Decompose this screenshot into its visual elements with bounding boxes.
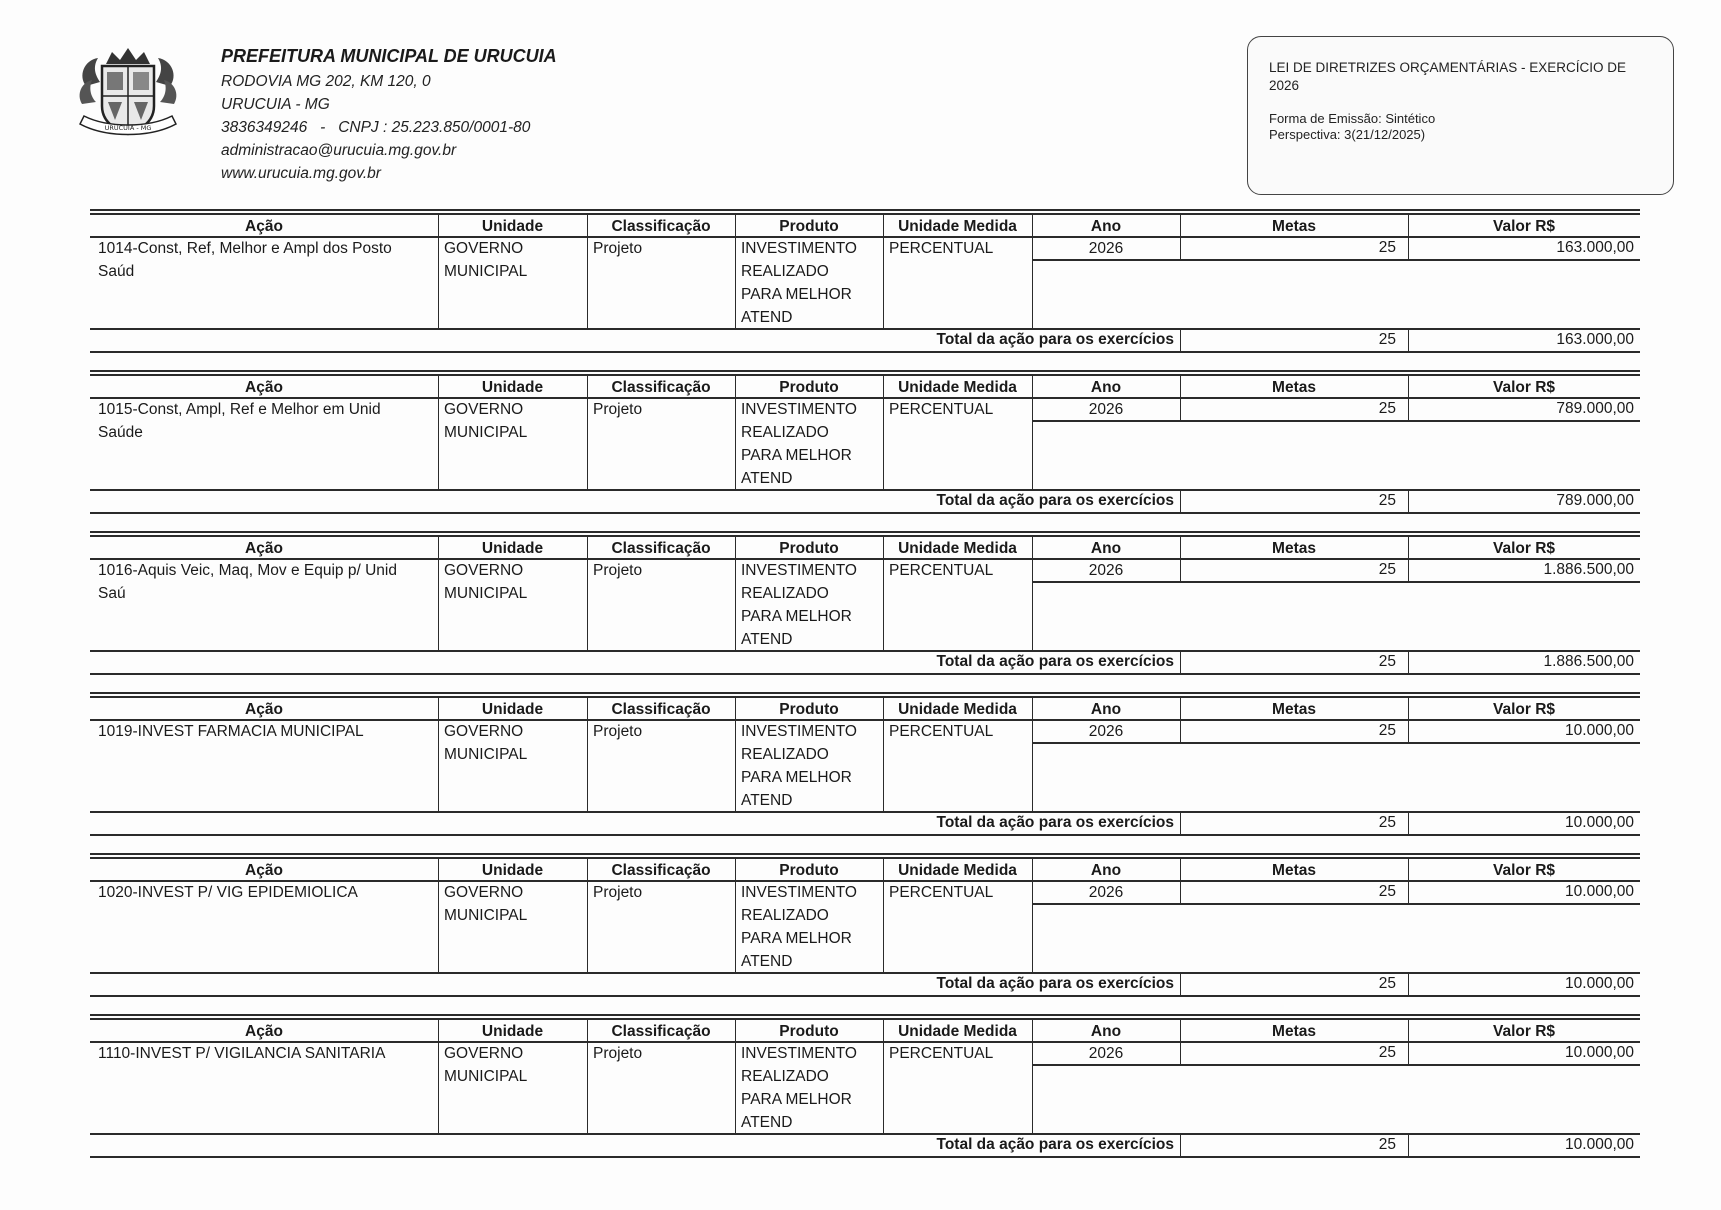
col-header-ano: Ano bbox=[1090, 540, 1122, 557]
unidade-medida-text: PERCENTUAL bbox=[889, 884, 994, 901]
col-header-unidade: Unidade bbox=[481, 218, 544, 235]
total-metas-value: 25 bbox=[1378, 975, 1396, 992]
col-header-produto: Produto bbox=[779, 540, 839, 557]
valor-value: 10.000,00 bbox=[1565, 722, 1634, 739]
col-header-unidade-medida: Unidade Medida bbox=[898, 540, 1017, 557]
produto-text: PARA MELHOR bbox=[741, 769, 852, 786]
total-metas-value: 25 bbox=[1378, 331, 1396, 348]
produto-text: PARA MELHOR bbox=[741, 447, 852, 464]
unidade-text: GOVERNO bbox=[444, 1045, 524, 1062]
acao-text: 1016-Aquis Veic, Maq, Mov e Equip p/ Unid bbox=[98, 562, 397, 579]
produto-text: ATEND bbox=[741, 1114, 793, 1131]
document-header bbox=[221, 44, 557, 185]
city: URUCUIA - MG bbox=[221, 96, 330, 113]
unidade-text: MUNICIPAL bbox=[444, 263, 528, 280]
action-block bbox=[90, 853, 1640, 1001]
table-rule bbox=[90, 351, 1640, 353]
table-rule bbox=[90, 834, 1640, 836]
municipal-seal bbox=[76, 46, 180, 142]
produto-text: ATEND bbox=[741, 631, 793, 648]
total-metas-value: 25 bbox=[1378, 814, 1396, 831]
table-rule bbox=[90, 673, 1640, 675]
unidade-text: GOVERNO bbox=[444, 240, 524, 257]
produto-text: ATEND bbox=[741, 309, 793, 326]
produto-text: INVESTIMENTO bbox=[741, 723, 857, 740]
acao-text: 1015-Const, Ampl, Ref e Melhor em Unid bbox=[98, 401, 381, 418]
unidade-medida-text: PERCENTUAL bbox=[889, 723, 994, 740]
col-header-produto: Produto bbox=[779, 1023, 839, 1040]
total-valor-value: 10.000,00 bbox=[1565, 1136, 1634, 1153]
produto-text: REALIZADO bbox=[741, 263, 829, 280]
col-header-metas: Metas bbox=[1272, 701, 1316, 718]
table-rule bbox=[90, 209, 1640, 211]
table-rule bbox=[90, 370, 1640, 372]
col-header-unidade: Unidade bbox=[481, 1023, 544, 1040]
unidade-medida-text: PERCENTUAL bbox=[889, 1045, 994, 1062]
col-header-unidade-medida: Unidade Medida bbox=[898, 701, 1017, 718]
produto-text: REALIZADO bbox=[741, 1068, 829, 1085]
classificacao-text: Projeto bbox=[593, 240, 643, 257]
acao-text: Saúd bbox=[98, 263, 135, 280]
col-header-valor: Valor R$ bbox=[1492, 379, 1556, 396]
unidade-text: GOVERNO bbox=[444, 884, 524, 901]
table-rule bbox=[90, 531, 1640, 533]
col-header-unidade-medida: Unidade Medida bbox=[898, 1023, 1017, 1040]
produto-text: INVESTIMENTO bbox=[741, 884, 857, 901]
total-metas-value: 25 bbox=[1378, 653, 1396, 670]
acao-text: 1020-INVEST P/ VIG EPIDEMIOLICA bbox=[98, 884, 358, 901]
metas-value: 25 bbox=[1378, 722, 1396, 739]
unidade-text: MUNICIPAL bbox=[444, 907, 528, 924]
col-header-acao: Ação bbox=[245, 862, 283, 879]
total-metas-value: 25 bbox=[1378, 492, 1396, 509]
table-rule bbox=[90, 512, 1640, 514]
table-rule bbox=[90, 853, 1640, 855]
col-header-produto: Produto bbox=[779, 218, 839, 235]
valor-value: 163.000,00 bbox=[1556, 239, 1634, 256]
col-header-classificacao: Classificação bbox=[611, 862, 711, 879]
acao-text: Saúde bbox=[98, 424, 143, 441]
total-valor-value: 789.000,00 bbox=[1556, 492, 1634, 509]
acao-text: 1014-Const, Ref, Melhor e Ampl dos Posto bbox=[98, 240, 392, 257]
total-valor-value: 163.000,00 bbox=[1556, 331, 1634, 348]
table-rule bbox=[90, 1014, 1640, 1016]
metas-value: 25 bbox=[1378, 883, 1396, 900]
unidade-medida-text: PERCENTUAL bbox=[889, 240, 994, 257]
classificacao-text: Projeto bbox=[593, 401, 643, 418]
col-header-produto: Produto bbox=[779, 701, 839, 718]
col-header-classificacao: Classificação bbox=[611, 540, 711, 557]
col-header-ano: Ano bbox=[1090, 379, 1122, 396]
produto-text: INVESTIMENTO bbox=[741, 1045, 857, 1062]
col-header-classificacao: Classificação bbox=[611, 1023, 711, 1040]
col-header-produto: Produto bbox=[779, 379, 839, 396]
col-header-valor: Valor R$ bbox=[1492, 862, 1556, 879]
col-header-ano: Ano bbox=[1090, 218, 1122, 235]
produto-text: INVESTIMENTO bbox=[741, 401, 857, 418]
col-header-unidade-medida: Unidade Medida bbox=[898, 862, 1017, 879]
produto-text: PARA MELHOR bbox=[741, 1091, 852, 1108]
unidade-text: GOVERNO bbox=[444, 401, 524, 418]
total-label: Total da ação para os exercícios bbox=[936, 331, 1174, 348]
acao-text: 1019-INVEST FARMACIA MUNICIPAL bbox=[98, 723, 364, 740]
total-label: Total da ação para os exercícios bbox=[936, 975, 1174, 992]
produto-text: INVESTIMENTO bbox=[741, 562, 857, 579]
col-header-ano: Ano bbox=[1090, 1023, 1122, 1040]
total-valor-value: 10.000,00 bbox=[1565, 814, 1634, 831]
col-header-metas: Metas bbox=[1272, 379, 1316, 396]
produto-text: ATEND bbox=[741, 792, 793, 809]
unidade-text: MUNICIPAL bbox=[444, 424, 528, 441]
acao-text: Saú bbox=[98, 585, 126, 602]
total-valor-value: 1.886.500,00 bbox=[1543, 653, 1634, 670]
ano-value: 2026 bbox=[1088, 401, 1124, 418]
table-rule bbox=[90, 995, 1640, 997]
produto-text: PARA MELHOR bbox=[741, 930, 852, 947]
classificacao-text: Projeto bbox=[593, 723, 643, 740]
total-label: Total da ação para os exercícios bbox=[936, 814, 1174, 831]
action-block bbox=[90, 209, 1640, 357]
col-header-acao: Ação bbox=[245, 701, 283, 718]
action-block bbox=[90, 1014, 1640, 1162]
report-info-box bbox=[1247, 36, 1674, 195]
produto-text: ATEND bbox=[741, 953, 793, 970]
ano-value: 2026 bbox=[1088, 723, 1124, 740]
table-rule bbox=[90, 1156, 1640, 1158]
action-block bbox=[90, 370, 1640, 518]
col-header-metas: Metas bbox=[1272, 862, 1316, 879]
phone-cnpj: 3836349246 - CNPJ : 25.223.850/0001-80 bbox=[221, 119, 531, 136]
produto-text: REALIZADO bbox=[741, 585, 829, 602]
total-label: Total da ação para os exercícios bbox=[936, 1136, 1174, 1153]
produto-text: PARA MELHOR bbox=[741, 608, 852, 625]
report-title: LEI DE DIRETRIZES ORÇAMENTÁRIAS - EXERCÍCIO DE 2026 bbox=[1269, 60, 1627, 93]
valor-value: 1.886.500,00 bbox=[1543, 561, 1634, 578]
col-header-ano: Ano bbox=[1090, 701, 1122, 718]
col-header-metas: Metas bbox=[1272, 1023, 1316, 1040]
total-label: Total da ação para os exercícios bbox=[936, 492, 1174, 509]
unidade-medida-text: PERCENTUAL bbox=[889, 562, 994, 579]
total-valor-value: 10.000,00 bbox=[1565, 975, 1634, 992]
col-header-ano: Ano bbox=[1090, 862, 1122, 879]
ano-value: 2026 bbox=[1088, 240, 1124, 257]
metas-value: 25 bbox=[1378, 400, 1396, 417]
unidade-medida-text: PERCENTUAL bbox=[889, 401, 994, 418]
col-header-unidade-medida: Unidade Medida bbox=[898, 218, 1017, 235]
table-rule bbox=[90, 692, 1640, 694]
col-header-metas: Metas bbox=[1272, 218, 1316, 235]
classificacao-text: Projeto bbox=[593, 1045, 643, 1062]
col-header-classificacao: Classificação bbox=[611, 701, 711, 718]
unidade-text: MUNICIPAL bbox=[444, 585, 528, 602]
unidade-text: MUNICIPAL bbox=[444, 1068, 528, 1085]
col-header-classificacao: Classificação bbox=[611, 218, 711, 235]
email: administracao@urucuia.mg.gov.br bbox=[221, 142, 457, 159]
col-header-metas: Metas bbox=[1272, 540, 1316, 557]
produto-text: REALIZADO bbox=[741, 746, 829, 763]
produto-text: PARA MELHOR bbox=[741, 286, 852, 303]
col-header-valor: Valor R$ bbox=[1492, 540, 1556, 557]
metas-value: 25 bbox=[1378, 561, 1396, 578]
ano-value: 2026 bbox=[1088, 562, 1124, 579]
col-header-classificacao: Classificação bbox=[611, 379, 711, 396]
produto-text: INVESTIMENTO bbox=[741, 240, 857, 257]
ano-value: 2026 bbox=[1088, 1045, 1124, 1062]
website: www.urucuia.mg.gov.br bbox=[221, 165, 381, 182]
col-header-unidade: Unidade bbox=[481, 379, 544, 396]
emission-form: Forma de Emissão: Sintético bbox=[1269, 111, 1436, 126]
produto-text: REALIZADO bbox=[741, 424, 829, 441]
col-header-unidade-medida: Unidade Medida bbox=[898, 379, 1017, 396]
col-header-acao: Ação bbox=[245, 1023, 283, 1040]
svg-text:URUCUIA - MG: URUCUIA - MG bbox=[104, 124, 152, 132]
valor-value: 10.000,00 bbox=[1565, 883, 1634, 900]
col-header-acao: Ação bbox=[245, 540, 283, 557]
perspective: Perspectiva: 3(21/12/2025) bbox=[1269, 127, 1426, 142]
col-header-valor: Valor R$ bbox=[1492, 701, 1556, 718]
classificacao-text: Projeto bbox=[593, 884, 643, 901]
org-name: PREFEITURA MUNICIPAL DE URUCUIA bbox=[221, 46, 557, 66]
unidade-text: GOVERNO bbox=[444, 723, 524, 740]
col-header-unidade: Unidade bbox=[481, 540, 544, 557]
metas-value: 25 bbox=[1378, 1044, 1396, 1061]
metas-value: 25 bbox=[1378, 239, 1396, 256]
address: RODOVIA MG 202, KM 120, 0 bbox=[221, 73, 431, 90]
produto-text: REALIZADO bbox=[741, 907, 829, 924]
col-header-unidade: Unidade bbox=[481, 862, 544, 879]
total-label: Total da ação para os exercícios bbox=[936, 653, 1174, 670]
unidade-text: MUNICIPAL bbox=[444, 746, 528, 763]
action-block bbox=[90, 692, 1640, 840]
unidade-text: GOVERNO bbox=[444, 562, 524, 579]
valor-value: 789.000,00 bbox=[1556, 400, 1634, 417]
col-header-acao: Ação bbox=[245, 379, 283, 396]
total-metas-value: 25 bbox=[1378, 1136, 1396, 1153]
ano-value: 2026 bbox=[1088, 884, 1124, 901]
col-header-acao: Ação bbox=[245, 218, 283, 235]
valor-value: 10.000,00 bbox=[1565, 1044, 1634, 1061]
classificacao-text: Projeto bbox=[593, 562, 643, 579]
col-header-valor: Valor R$ bbox=[1492, 1023, 1556, 1040]
acao-text: 1110-INVEST P/ VIGILANCIA SANITARIA bbox=[98, 1045, 386, 1062]
col-header-valor: Valor R$ bbox=[1492, 218, 1556, 235]
action-block bbox=[90, 531, 1640, 679]
produto-text: ATEND bbox=[741, 470, 793, 487]
col-header-produto: Produto bbox=[779, 862, 839, 879]
col-header-unidade: Unidade bbox=[481, 701, 544, 718]
